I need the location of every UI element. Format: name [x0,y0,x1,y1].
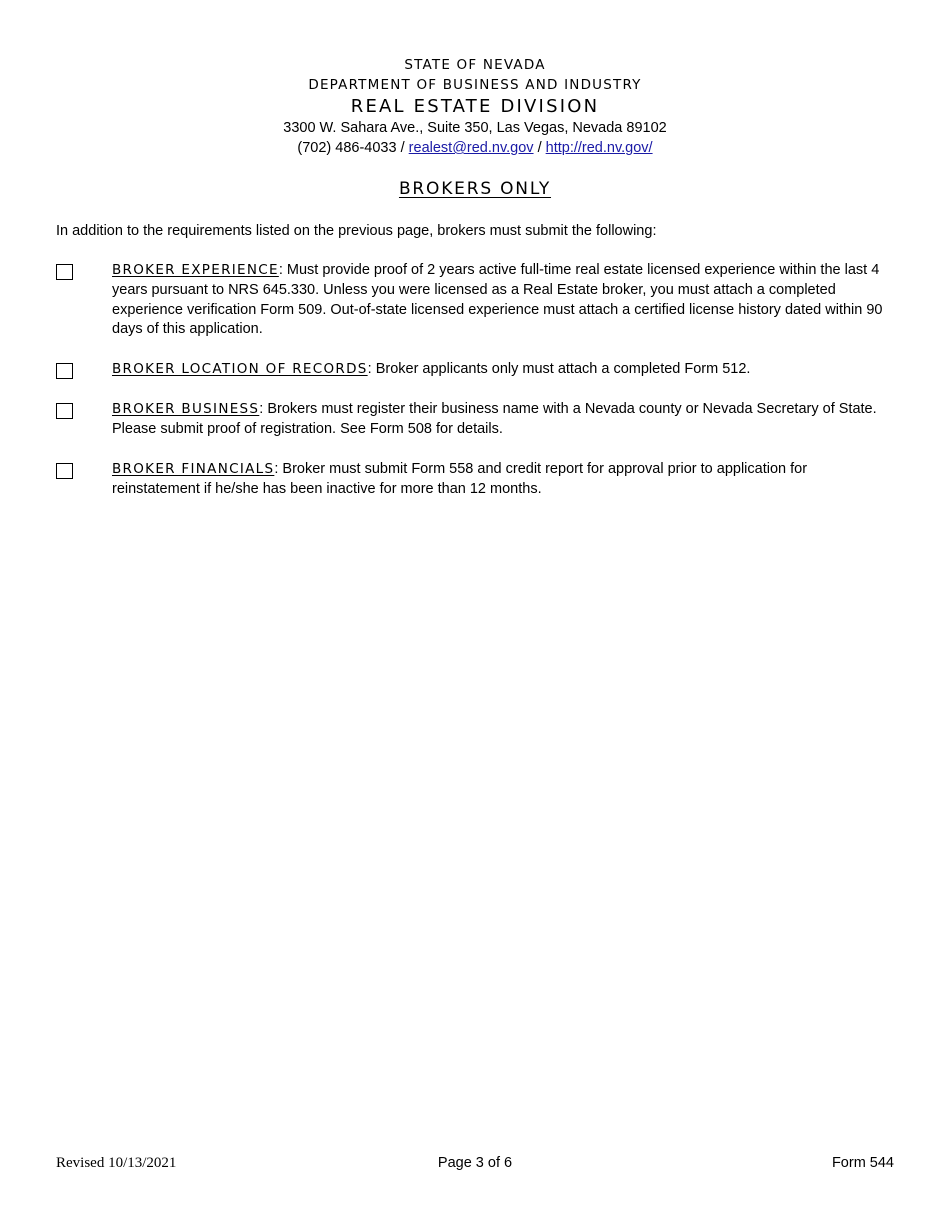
website-link[interactable]: http://red.nv.gov/ [545,140,653,156]
form-number: Form 544 [831,1155,894,1171]
department-name: DEPARTMENT OF BUSINESS AND INDUSTRY [308,77,642,93]
contact-line [0,138,950,158]
contact-separator: / [400,140,405,156]
requirement-checkbox[interactable] [56,264,73,280]
requirement-label: BROKER BUSINESS [112,401,260,417]
requirement-label: BROKER LOCATION OF RECORDS [112,361,368,377]
state-name: STATE OF NEVADA [404,57,546,73]
section-title: BROKERS ONLY [398,179,552,199]
agency-header [0,55,950,158]
requirement-text [112,460,892,500]
requirement-description: : Brokers must register their business name with a Nevada county or Nevada Secretary of State. Please submit proof of registration. See Form 508 for details. [112,401,877,437]
requirement-text [112,360,892,380]
requirement-checkbox[interactable] [56,363,73,379]
requirement-text [112,261,892,340]
page-number: Page 3 of 6 [437,1155,513,1171]
requirement-description: : Broker must submit Form 558 and credit report for approval prior to application for reinstatement if he/she has been inactive for more than 12 months. [112,461,808,497]
requirement-checkbox[interactable] [56,463,73,479]
requirement-text [112,400,892,440]
division-name: REAL ESTATE DIVISION [350,96,600,117]
requirement-label: BROKER EXPERIENCE [112,262,279,278]
agency-address: 3300 W. Sahara Ave., Suite 350, Las Vegas, Nevada 89102 [283,120,667,136]
intro-text: In addition to the requirements listed on the previous page, brokers must submit the following: [56,223,657,239]
contact-separator: / [537,140,542,156]
section-title-container [0,179,950,199]
requirement-description: : Broker applicants only must attach a completed Form 512. [367,361,751,377]
phone-number: (702) 486-4033 [297,140,397,156]
requirement-label: BROKER FINANCIALS [112,461,275,477]
revision-date: Revised 10/13/2021 [56,1155,177,1171]
requirement-checkbox[interactable] [56,403,73,419]
requirement-description: : Must provide proof of 2 years active full-time real estate licensed experience within the last 4 years pursuant to NRS 645.330. Unless you were licensed as a Real Estate broker, you must attach a completed experience verification Form 509. Out-of-state licensed experience must attach a certified license history dated within 90 days of this application. [112,262,883,338]
email-link[interactable]: realest@red.nv.gov [408,140,534,156]
